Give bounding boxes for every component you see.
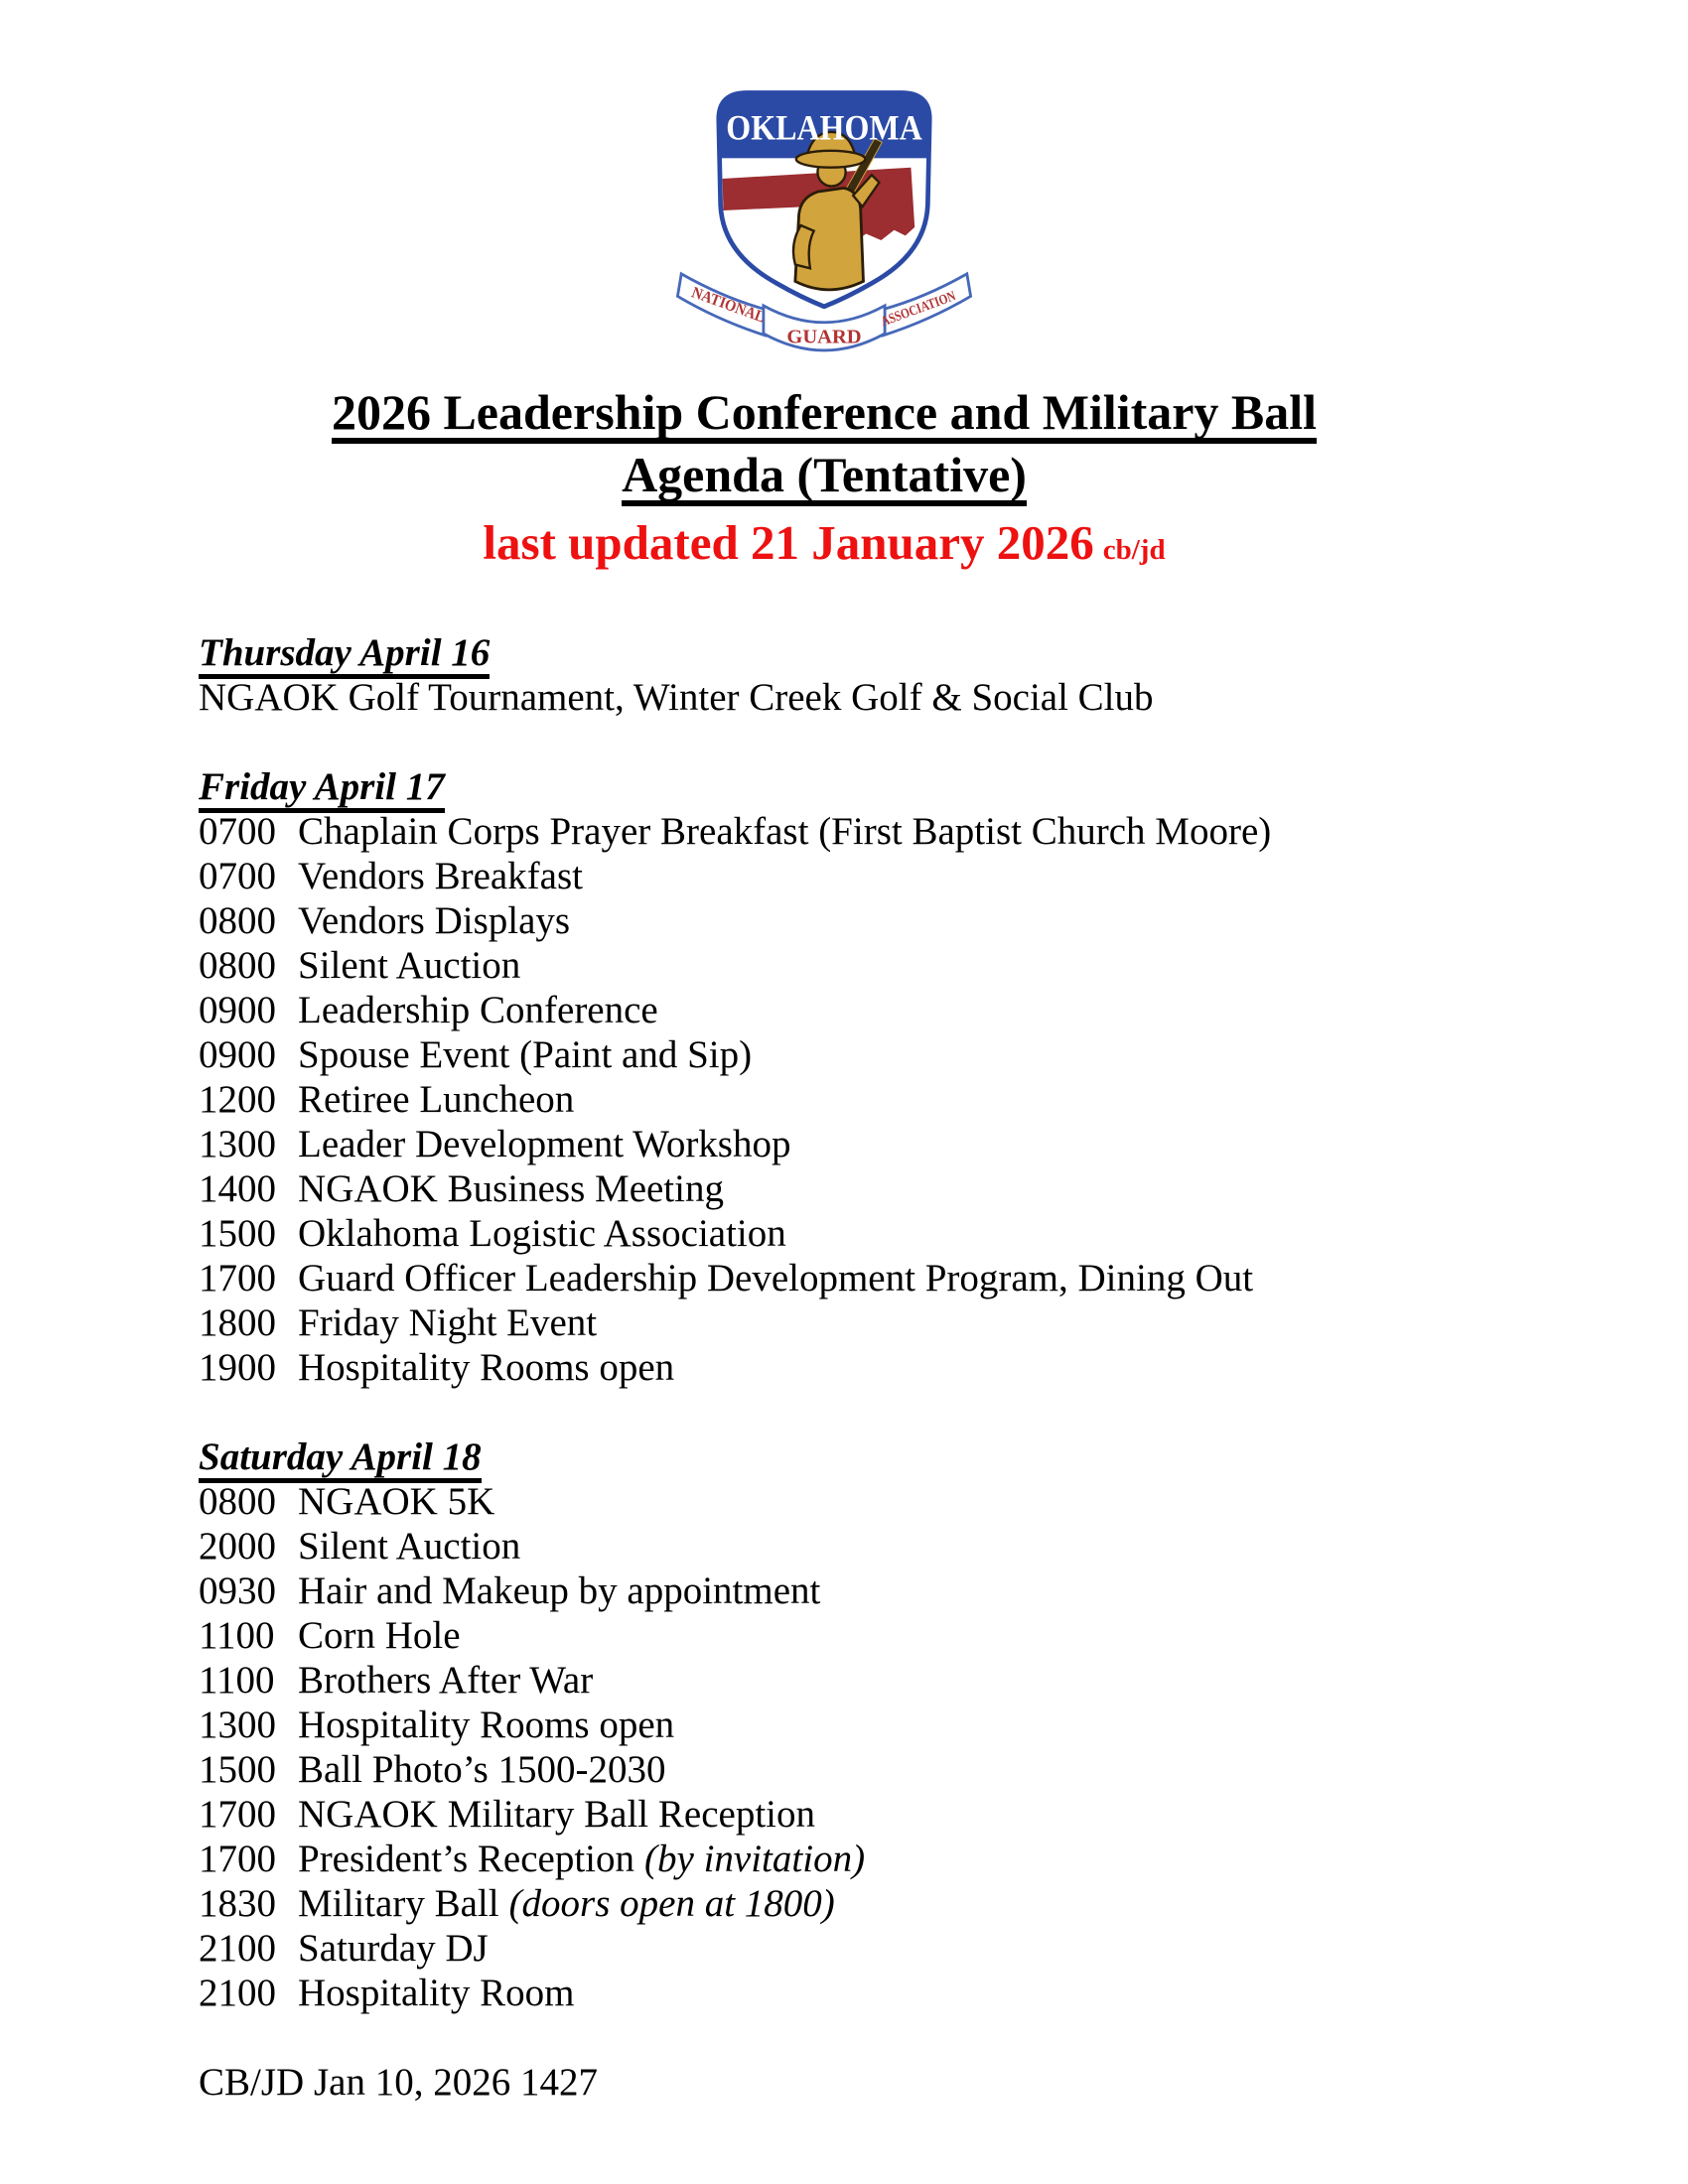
section-saturday [199, 1434, 1569, 2015]
event-text: Vendors Displays [298, 899, 571, 942]
last-updated-initials: cb/jd [1102, 534, 1166, 566]
agenda-row [199, 675, 1569, 720]
logo-ribbon-guard-text: GUARD [786, 326, 862, 348]
event-time: 2100 [199, 1927, 276, 1970]
agenda-row [199, 1792, 1569, 1837]
event-time: 2100 [199, 1972, 276, 2014]
event-time: 0900 [199, 989, 276, 1031]
event-text: Chaplain Corps Prayer Breakfast (First Baptist Church Moore) [298, 810, 1272, 853]
event-time: 0700 [199, 855, 276, 897]
event-text: Leader Development Workshop [298, 1123, 791, 1165]
event-text: NGAOK 5K [298, 1480, 495, 1523]
ngaok-seal-icon [666, 85, 982, 365]
logo-ribbon-national-text: NATIONAL [689, 284, 774, 330]
agenda-row [199, 1077, 1569, 1122]
logo-ribbon-association-text: ASSOCIATION [879, 281, 976, 331]
event-time: 1200 [199, 1078, 276, 1121]
event-text: Hospitality Rooms open [298, 1346, 675, 1389]
agenda-row [199, 943, 1569, 988]
event-text: Hospitality Room [298, 1972, 575, 2014]
day-heading-text: Saturday April 18 [199, 1437, 482, 1483]
event-text: Hair and Makeup by appointment [298, 1570, 821, 1612]
event-text: Spouse Event (Paint and Sip) [298, 1033, 753, 1076]
event-text: Corn Hole [298, 1614, 461, 1657]
last-updated-text: last updated 21 January 2026 [483, 515, 1094, 570]
agenda-row [199, 898, 1569, 943]
event-time: 0800 [199, 1480, 276, 1523]
day-heading-text: Thursday April 16 [199, 633, 490, 679]
event-text: Saturday DJ [298, 1927, 489, 1970]
event-time: 0800 [199, 944, 276, 987]
event-time: 1100 [199, 1614, 275, 1657]
event-time: 1300 [199, 1704, 276, 1746]
event-text: Hospitality Rooms open [298, 1704, 675, 1746]
agenda-content [199, 630, 1569, 2015]
event-text: NGAOK Business Meeting [298, 1167, 724, 1210]
document-title-line2 [0, 444, 1648, 506]
event-time: 1700 [199, 1838, 276, 1880]
event-text: Vendors Breakfast [298, 855, 583, 897]
event-note: (by invitation) [644, 1838, 866, 1880]
event-time: 0900 [199, 1033, 276, 1076]
section-thursday [199, 630, 1569, 720]
event-time: 2000 [199, 1525, 276, 1568]
agenda-row [199, 1524, 1569, 1569]
agenda-row [199, 1479, 1569, 1524]
agenda-row [199, 1703, 1569, 1747]
agenda-row [199, 1166, 1569, 1211]
event-text: Silent Auction [298, 944, 521, 987]
agenda-row [199, 1747, 1569, 1792]
day-heading-friday [199, 764, 1569, 809]
document-footer [199, 2060, 1688, 2105]
event-time: 1500 [199, 1748, 276, 1791]
agenda-row [199, 988, 1569, 1032]
day-heading-thursday [199, 630, 1569, 675]
document-title-line2-text: Agenda (Tentative) [622, 449, 1027, 506]
event-time: 1900 [199, 1346, 276, 1389]
agenda-row [199, 1345, 1569, 1390]
agenda-row [199, 1300, 1569, 1345]
day-heading-text: Friday April 17 [199, 767, 445, 813]
agenda-row [199, 1569, 1569, 1613]
agenda-row [199, 854, 1569, 898]
event-time: 1830 [199, 1882, 276, 1925]
event-time: 1700 [199, 1257, 276, 1299]
event-time: 0930 [199, 1570, 276, 1612]
agenda-row [199, 1032, 1569, 1077]
logo-minuteman-hat-brim [796, 151, 866, 168]
agenda-row [199, 1122, 1569, 1166]
agenda-row [199, 809, 1569, 854]
event-text: NGAOK Golf Tournament, Winter Creek Golf & Social Club [199, 676, 1154, 719]
agenda-row [199, 1881, 1569, 1926]
event-text: Leadership Conference [298, 989, 658, 1031]
footer-text: CB/JD Jan 10, 2026 1427 [199, 2061, 598, 2104]
agenda-row [199, 1926, 1569, 1971]
event-text: Brothers After War [298, 1659, 594, 1702]
event-time: 1700 [199, 1793, 276, 1836]
event-time: 1300 [199, 1123, 276, 1165]
agenda-row [199, 1837, 1569, 1881]
title-block [0, 381, 1648, 579]
document-title-line1-text: 2026 Leadership Conference and Military Ball [332, 386, 1317, 444]
event-time: 0800 [199, 899, 276, 942]
last-updated-line [0, 514, 1648, 579]
section-friday [199, 764, 1569, 1390]
event-text: NGAOK Military Ball Reception [298, 1793, 815, 1836]
event-time: 0700 [199, 810, 276, 853]
event-text: Oklahoma Logistic Association [298, 1212, 786, 1255]
event-text: Friday Night Event [298, 1301, 598, 1344]
agenda-row [199, 1613, 1569, 1658]
event-text: Ball Photo’s 1500-2030 [298, 1748, 666, 1791]
event-text: Guard Officer Leadership Development Program, Dining Out [298, 1257, 1254, 1299]
logo-container [0, 0, 1648, 365]
event-time: 1800 [199, 1301, 276, 1344]
event-text: Retiree Luncheon [298, 1078, 575, 1121]
agenda-row [199, 1658, 1569, 1703]
agenda-row [199, 1211, 1569, 1256]
event-text: Silent Auction [298, 1525, 521, 1568]
event-time: 1100 [199, 1659, 275, 1702]
event-text: Military Ball [298, 1882, 499, 1925]
event-time: 1400 [199, 1167, 276, 1210]
agenda-row [199, 1256, 1569, 1300]
agenda-row [199, 1971, 1569, 2015]
event-note: (doors open at 1800) [508, 1882, 835, 1925]
document-title-line1 [0, 381, 1648, 444]
day-heading-saturday [199, 1434, 1569, 1479]
event-text: President’s Reception [298, 1838, 635, 1880]
event-time: 1500 [199, 1212, 276, 1255]
logo-banner-text: OKLAHOMA [726, 107, 922, 148]
